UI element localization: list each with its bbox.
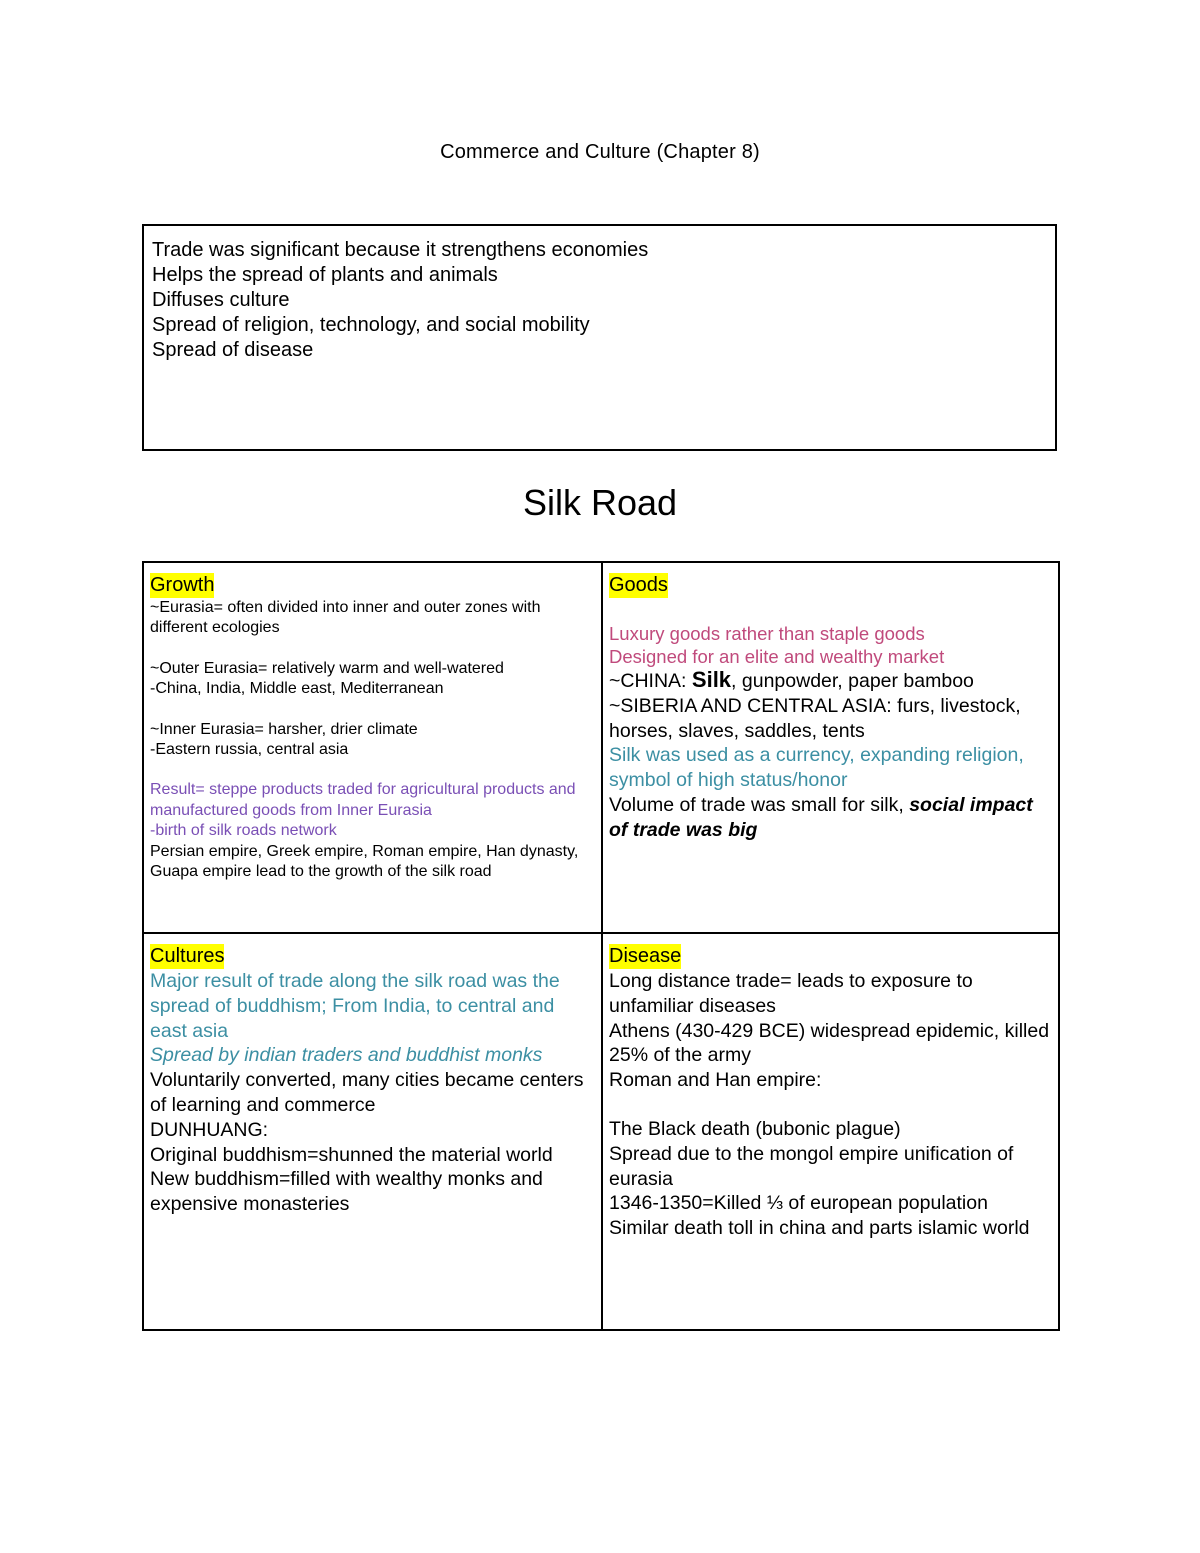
intro-line: Trade was significant because it strengthens economies: [152, 239, 649, 261]
disease-label: Disease: [609, 945, 682, 967]
cultures-major: Major result of trade along the silk road was the spread of buddhism; From India, to central and east asia: [150, 970, 560, 1042]
cultures-line: New buddhism=filled with wealthy monks and expensive monasteries: [150, 1168, 543, 1216]
cultures-line: DUNHUANG:: [150, 1118, 269, 1141]
goods-volume-bold: social impact of trade was big: [609, 793, 1033, 841]
growth-line: ~Outer Eurasia= relatively warm and well-watered: [150, 659, 504, 677]
cultures-spread: Spread by indian traders and buddhist monks: [150, 1044, 543, 1067]
goods-china-silk: Silk: [691, 667, 732, 692]
growth-line: ~Inner Eurasia= harsher, drier climate: [150, 720, 418, 738]
goods-luxury: Luxury goods rather than staple goods: [609, 623, 925, 644]
goods-china-suffix: , gunpowder, paper bamboo: [731, 670, 974, 692]
disease-line: Similar death toll in china and parts islamic world: [609, 1217, 1030, 1240]
cultures-line: Voluntarily converted, many cities became centers of learning and commerce: [150, 1069, 584, 1116]
section-heading: Silk Road: [522, 482, 678, 523]
growth-birth: -birth of silk roads network: [150, 822, 337, 840]
goods-designed: Designed for an elite and wealthy market: [609, 646, 945, 667]
growth-result: Result= steppe products traded for agricultural products and manufactured goods from Inner Eurasia: [150, 781, 576, 819]
intro-box: [142, 224, 1057, 451]
goods-volume: [609, 793, 1052, 843]
disease-line: Roman and Han empire:: [609, 1069, 822, 1092]
disease-line: The Black death (bubonic plague): [609, 1117, 901, 1140]
document-title: Commerce and Culture (Chapter 8): [440, 141, 760, 163]
cultures-line: Original buddhism=shunned the material world: [150, 1143, 553, 1166]
goods-siberia: ~SIBERIA AND CENTRAL ASIA: furs, livestock, horses, slaves, saddles, tents: [609, 694, 1021, 742]
growth-cell: [144, 563, 601, 932]
intro-line: Spread of disease: [152, 339, 314, 361]
cultures-cell: [144, 934, 601, 1329]
goods-china: [609, 668, 1052, 694]
growth-line: ~Eurasia= often divided into inner and outer zones with different ecologies: [150, 599, 541, 637]
intro-line: Diffuses culture: [152, 289, 290, 311]
disease-line: 1346-1350=Killed ⅓ of european population: [609, 1192, 988, 1215]
growth-line: -Eastern russia, central asia: [150, 741, 349, 759]
cultures-label: Cultures: [150, 945, 225, 967]
disease-line: Spread due to the mongol empire unification of eurasia: [609, 1142, 1014, 1190]
disease-cell: [603, 934, 1058, 1329]
silk-road-table: [142, 561, 1060, 1331]
goods-volume-text: Volume of trade was small for silk,: [609, 793, 910, 816]
disease-line: Long distance trade= leads to exposure to unfamiliar diseases: [609, 970, 973, 1017]
goods-china-prefix: ~CHINA:: [609, 670, 692, 692]
intro-line: Helps the spread of plants and animals: [152, 264, 498, 286]
growth-label: Growth: [150, 574, 215, 596]
goods-cell: [603, 563, 1058, 932]
intro-line: Spread of religion, technology, and social mobility: [152, 314, 590, 336]
disease-line: Athens (430-429 BCE) widespread epidemic, killed 25% of the army: [609, 1019, 1050, 1067]
goods-currency: Silk was used as a currency, expanding religion, symbol of high status/honor: [609, 744, 1024, 792]
growth-empires: Persian empire, Greek empire, Roman empire, Han dynasty, Guapa empire lead to the growth of the silk road: [150, 842, 579, 881]
growth-line: -China, India, Middle east, Mediterranean: [150, 680, 444, 698]
goods-label: Goods: [609, 574, 668, 596]
